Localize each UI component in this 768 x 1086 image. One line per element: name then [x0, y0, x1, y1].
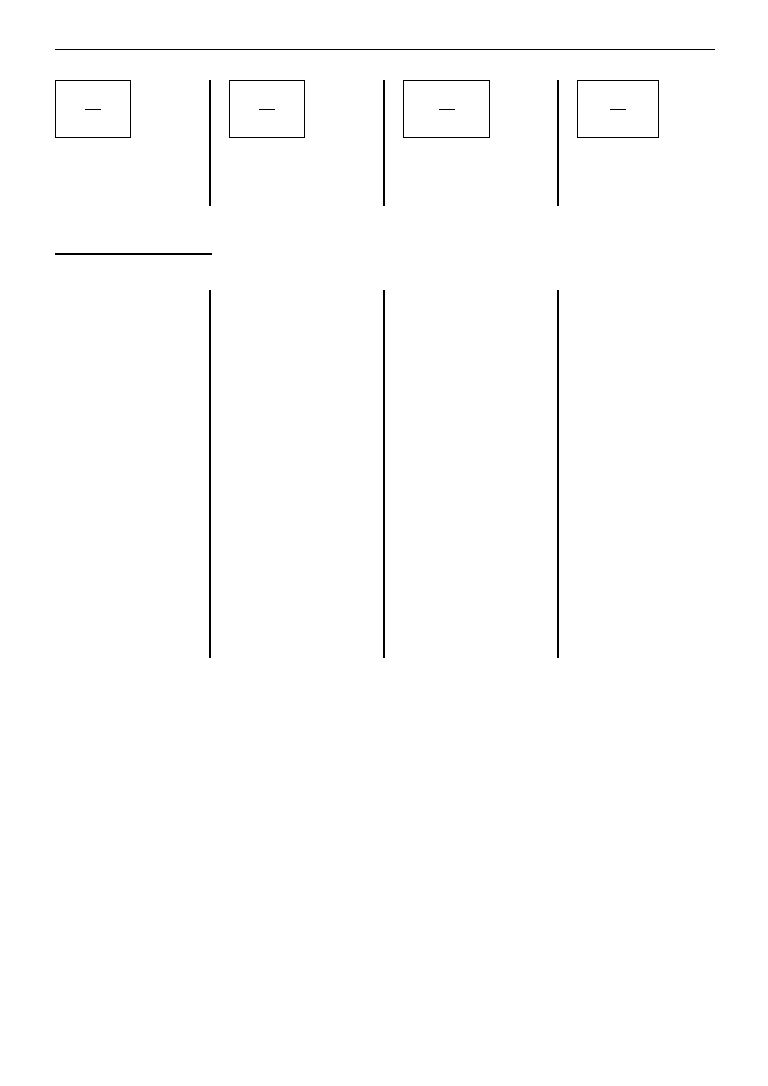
column-divider	[209, 290, 211, 658]
fraction	[610, 108, 626, 111]
result-box	[229, 80, 305, 138]
column-divider	[209, 80, 211, 206]
fraction	[85, 108, 101, 111]
denominator	[616, 110, 620, 111]
top-column-4	[577, 80, 659, 138]
column-divider	[557, 80, 559, 206]
denominator	[445, 110, 449, 111]
result-box	[55, 80, 131, 138]
heading-underline	[55, 253, 212, 255]
column-divider	[383, 80, 385, 206]
result-box	[403, 80, 490, 138]
top-column-2	[229, 80, 305, 138]
result-box	[577, 80, 659, 138]
top-column-3	[403, 80, 490, 138]
page-header	[55, 27, 715, 50]
top-column-1	[55, 80, 131, 138]
column-divider	[383, 290, 385, 658]
column-divider	[557, 290, 559, 658]
denominator	[265, 110, 269, 111]
denominator	[91, 110, 95, 111]
fraction	[439, 108, 455, 111]
fraction	[259, 108, 275, 111]
